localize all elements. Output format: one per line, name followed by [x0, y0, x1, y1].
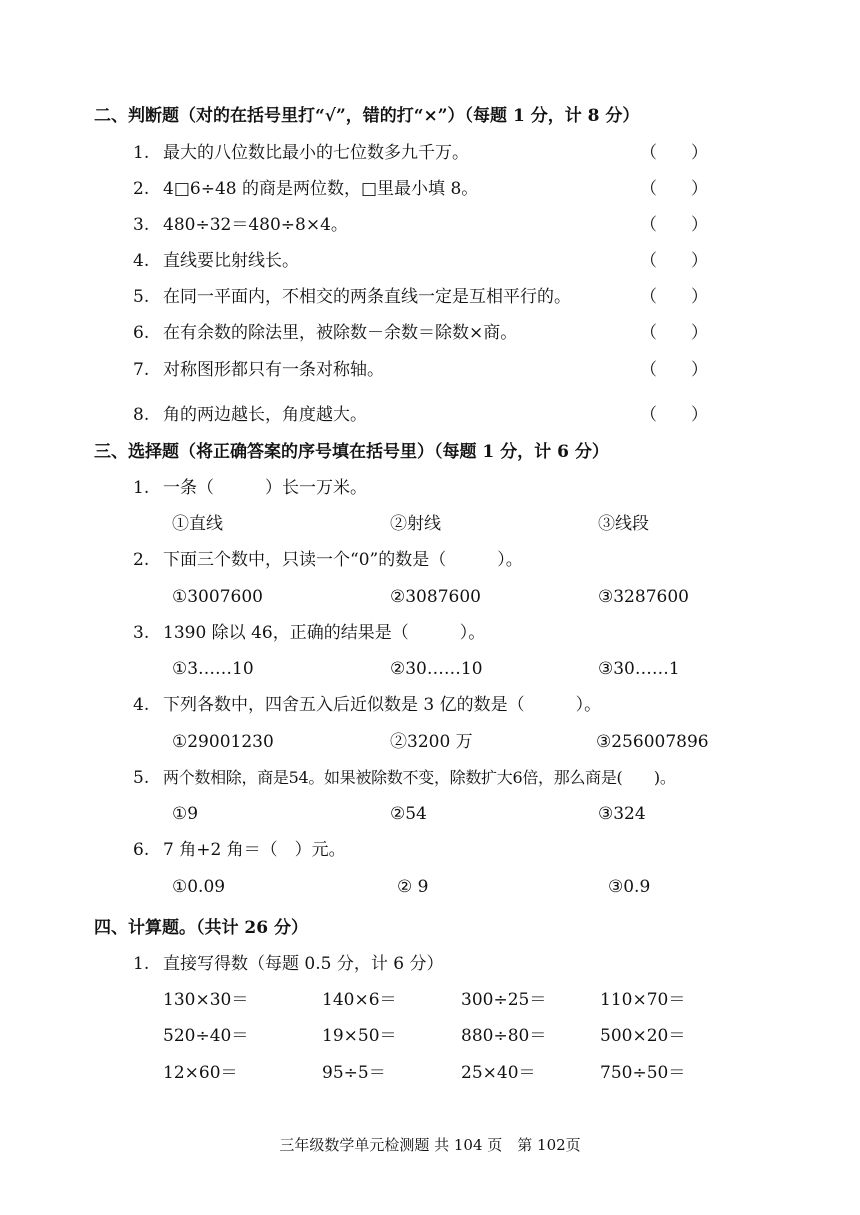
judgment-answer-3[interactable]: （ ）: [640, 215, 708, 235]
judgment-text-1: 最大的八位数比最小的七位数多九千万。: [163, 143, 469, 163]
choice-question-6: 7 角+2 角＝（ ）元。: [163, 840, 346, 860]
choice-2-option-3: ③3287600: [598, 587, 689, 607]
judgment-text-4: 直线要比射线长。: [163, 251, 299, 271]
judgment-num-2: 2.: [133, 179, 150, 199]
choice-5-option-1: ①9: [172, 804, 199, 824]
calc-problem: 130×30＝: [163, 990, 249, 1010]
calc-problem: 500×20＝: [600, 1026, 686, 1046]
calc-problem: 140×6＝: [322, 990, 397, 1010]
calc-problem: 300÷25＝: [461, 990, 547, 1010]
choice-1-option-3: ③线段: [598, 514, 649, 534]
choice-question-4: 下列各数中，四舍五入后近似数是 3 亿的数是（ ）。: [163, 695, 602, 715]
choice-5-option-3: ③324: [598, 804, 646, 824]
choice-num-2: 2.: [133, 550, 150, 570]
choice-3-option-1: ①3……10: [172, 659, 254, 679]
page-footer: 三年级数学单元检测题 共 104 页 第 102页: [279, 1136, 581, 1154]
judgment-text-2: 4□6÷48 的商是两位数，□里最小填 8。: [163, 179, 479, 199]
judgment-answer-2[interactable]: （ ）: [640, 179, 708, 199]
choice-question-5: 两个数相除，商是54。如果被除数不变，除数扩大6倍，那么商是( )。: [163, 768, 676, 787]
choice-2-option-1: ①3007600: [172, 587, 263, 607]
judgment-text-8: 角的两边越长，角度越大。: [163, 405, 367, 425]
choice-1-option-2: ②射线: [390, 514, 441, 534]
judgment-num-7: 7.: [133, 360, 150, 380]
choice-6-option-2: ② 9: [397, 877, 429, 897]
choice-4-option-1: ①29001230: [172, 732, 274, 752]
judgment-answer-1[interactable]: （ ）: [640, 143, 708, 163]
section-title-calculation: 四、计算题。（共计 26 分）: [94, 918, 308, 938]
calc-sub-num-1: 1.: [133, 954, 150, 974]
judgment-answer-8[interactable]: （ ）: [640, 405, 708, 425]
choice-question-2: 下面三个数中，只读一个“0”的数是（ ）。: [163, 550, 523, 570]
choice-num-5: 5.: [133, 768, 150, 788]
choice-6-option-1: ①0.09: [172, 877, 226, 897]
judgment-num-1: 1.: [133, 143, 150, 163]
judgment-num-4: 4.: [133, 251, 150, 271]
choice-4-option-2: ②3200 万: [390, 732, 473, 752]
judgment-answer-4[interactable]: （ ）: [640, 251, 708, 271]
calc-problem: 25×40＝: [461, 1063, 536, 1083]
calc-sub-title-1: 直接写得数（每题 0.5 分，计 6 分）: [163, 954, 444, 974]
calc-problem: 520÷40＝: [163, 1026, 249, 1046]
calc-problem: 110×70＝: [600, 990, 686, 1010]
calc-problem: 750÷50＝: [600, 1063, 686, 1083]
calc-problem: 880÷80＝: [461, 1026, 547, 1046]
calc-problem: 19×50＝: [322, 1026, 397, 1046]
calc-problem: 12×60＝: [163, 1063, 238, 1083]
judgment-num-5: 5.: [133, 287, 150, 307]
judgment-text-7: 对称图形都只有一条对称轴。: [163, 360, 384, 380]
choice-2-option-2: ②3087600: [390, 587, 481, 607]
judgment-num-6: 6.: [133, 323, 150, 343]
section-title-choice: 三、选择题（将正确答案的序号填在括号里）（每题 1 分，计 6 分）: [94, 442, 609, 462]
choice-1-option-1: ①直线: [172, 514, 223, 534]
choice-5-option-2: ②54: [390, 804, 427, 824]
choice-question-1: 一条（ ）长一万米。: [163, 478, 367, 498]
choice-num-1: 1.: [133, 478, 150, 498]
choice-question-3: 1390 除以 46，正确的结果是（ ）。: [163, 623, 486, 643]
choice-num-4: 4.: [133, 695, 150, 715]
choice-num-6: 6.: [133, 840, 150, 860]
judgment-num-8: 8.: [133, 405, 150, 425]
judgment-text-6: 在有余数的除法里，被除数－余数＝除数×商。: [163, 323, 518, 343]
judgment-answer-6[interactable]: （ ）: [640, 323, 708, 343]
judgment-num-3: 3.: [133, 215, 150, 235]
judgment-answer-7[interactable]: （ ）: [640, 360, 708, 380]
choice-4-option-3: ③256007896: [596, 732, 709, 752]
choice-num-3: 3.: [133, 623, 150, 643]
judgment-answer-5[interactable]: （ ）: [640, 287, 708, 307]
choice-6-option-3: ③0.9: [608, 877, 651, 897]
calc-problem: 95÷5＝: [322, 1063, 386, 1083]
judgment-text-3: 480÷32＝480÷8×4。: [163, 215, 348, 235]
choice-3-option-3: ③30……1: [598, 659, 680, 679]
choice-3-option-2: ②30……10: [390, 659, 483, 679]
judgment-text-5: 在同一平面内，不相交的两条直线一定是互相平行的。: [163, 287, 571, 307]
section-title-judgment: 二、判断题（对的在括号里打“√”，错的打“×”）（每题 1 分，计 8 分）: [94, 106, 640, 126]
